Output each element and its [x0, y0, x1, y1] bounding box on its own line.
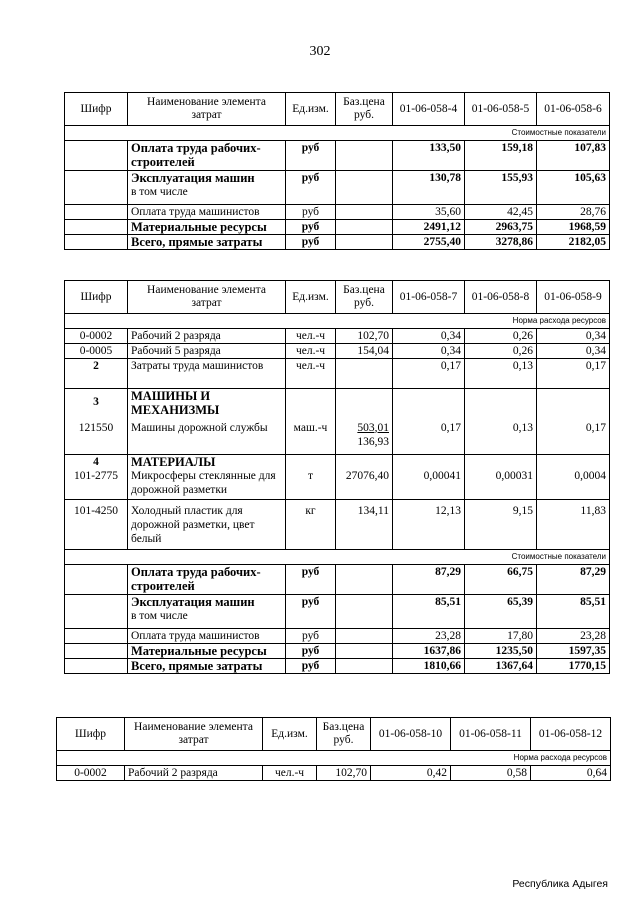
cost-table-3: [56, 717, 611, 781]
header-col: 01-06-058-11: [451, 718, 531, 751]
section-label: Норма расхода ресурсов: [57, 751, 611, 766]
header-col: 01-06-058-7: [393, 281, 465, 314]
header-name: Наименование элемента затрат: [125, 718, 263, 751]
header-price: Баз.цена руб.: [336, 281, 393, 314]
header-name: Наименование элемента затрат: [128, 93, 286, 126]
header-col: 01-06-058-6: [537, 93, 610, 126]
table-row: 101-2775 Микросферы стеклянные для дорожной разметки т 27076,40 0,00041 0,00031 0,0004: [65, 469, 610, 499]
header-col: 01-06-058-8: [465, 281, 537, 314]
table-row: 0-0002 Рабочий 2 разряда чел.-ч 102,70 0,34 0,26 0,34: [65, 329, 610, 344]
header-code: Шифр: [57, 718, 125, 751]
table-row: Всего, прямые затраты руб 2755,40 3278,86 2182,05: [65, 235, 610, 250]
table-row: Оплата труда рабочих-строителей руб 133,50 159,18 107,83: [65, 141, 610, 171]
header-unit: Ед.изм.: [286, 93, 336, 126]
table-row: Эксплуатация машин в том числе руб 130,78 155,93 105,63: [65, 171, 610, 205]
cost-table-2: [64, 280, 610, 674]
page-number: 302: [309, 44, 331, 59]
header-unit: Ед.изм.: [263, 718, 317, 751]
header-price: Баз.цена руб.: [336, 93, 393, 126]
table-header-row: [65, 93, 610, 126]
section-label: Норма расхода ресурсов: [65, 314, 610, 329]
table-row: 2 Затраты труда машинистов чел.-ч 0,17 0,13 0,17: [65, 359, 610, 389]
table-row: Оплата труда машинистов руб 35,60 42,45 28,76: [65, 205, 610, 220]
header-code: Шифр: [65, 281, 128, 314]
table-row: 0-0005 Рабочий 5 разряда чел.-ч 154,04 0,34 0,26 0,34: [65, 344, 610, 359]
header-col: 01-06-058-10: [371, 718, 451, 751]
table-row: Материальные ресурсы руб 2491,12 2963,75 1968,59: [65, 220, 610, 235]
header-col: 01-06-058-4: [393, 93, 465, 126]
cost-table-1: [64, 92, 610, 250]
header-name: Наименование элемента затрат: [128, 281, 286, 314]
header-col: 01-06-058-12: [531, 718, 611, 751]
header-col: 01-06-058-5: [465, 93, 537, 126]
group-row: 4 МАТЕРИАЛЫ: [65, 455, 610, 470]
table-header-row: [65, 281, 610, 314]
header-price: Баз.цена руб.: [317, 718, 371, 751]
section-label: Стоимостные показатели: [65, 126, 610, 141]
table-row: Материальные ресурсы руб 1637,86 1235,50 1597,35: [65, 643, 610, 658]
group-row: 3 МАШИНЫ И МЕХАНИЗМЫ: [65, 389, 610, 421]
header-col: 01-06-058-9: [537, 281, 610, 314]
table-row: Оплата труда рабочих-строителей руб 87,29 66,75 87,29: [65, 564, 610, 594]
table-row: Всего, прямые затраты руб 1810,66 1367,64 1770,15: [65, 658, 610, 673]
footer-region: Республика Адыгея: [512, 878, 608, 890]
table-header-row: [57, 718, 611, 751]
section-label: Стоимостные показатели: [65, 549, 610, 564]
table-row: 121550 Машины дорожной службы маш.-ч 503,01 136,93 0,17 0,13 0,17: [65, 421, 610, 455]
table-row: Оплата труда машинистов руб 23,28 17,80 23,28: [65, 628, 610, 643]
header-code: Шифр: [65, 93, 128, 126]
table-row: 101-4250 Холодный пластик для дорожной разметки, цвет белый кг 134,11 12,13 9,15 11,83: [65, 499, 610, 549]
header-unit: Ед.изм.: [286, 281, 336, 314]
table-row: Эксплуатация машин в том числе руб 85,51 65,39 85,51: [65, 594, 610, 628]
table-row: 0-0002 Рабочий 2 разряда чел.-ч 102,70 0,42 0,58 0,64: [57, 766, 611, 781]
